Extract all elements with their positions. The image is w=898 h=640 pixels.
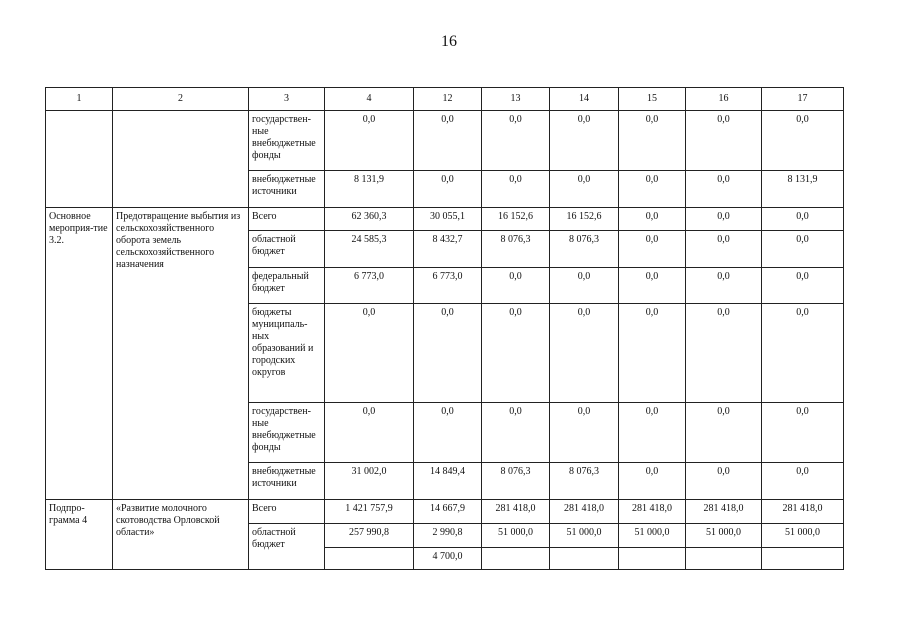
value-cell: 0,0 xyxy=(686,231,762,268)
value-cell: 62 360,3 xyxy=(325,208,414,231)
value-cell: 257 990,8 xyxy=(325,524,414,548)
value-cell: 31 002,0 xyxy=(325,463,414,500)
value-cell: 0,0 xyxy=(619,208,686,231)
value-cell: 16 152,6 xyxy=(482,208,550,231)
value-cell: 14 849,4 xyxy=(414,463,482,500)
value-cell: 281 418,0 xyxy=(762,500,844,524)
value-cell: 51 000,0 xyxy=(550,524,619,548)
table-row xyxy=(46,500,844,524)
value-cell: 0,0 xyxy=(325,403,414,463)
funding-source-cell: внебюджетные источники xyxy=(249,463,325,500)
value-cell xyxy=(325,548,414,570)
header-cell: 16 xyxy=(686,88,762,111)
value-cell: 51 000,0 xyxy=(482,524,550,548)
value-cell: 51 000,0 xyxy=(762,524,844,548)
value-cell: 1 421 757,9 xyxy=(325,500,414,524)
value-cell: 8 131,9 xyxy=(762,171,844,208)
header-cell: 13 xyxy=(482,88,550,111)
funding-source-cell: бюджеты муниципаль-ных образований и городских округов xyxy=(249,304,325,403)
value-cell: 0,0 xyxy=(686,208,762,231)
value-cell: 281 418,0 xyxy=(619,500,686,524)
value-cell: 0,0 xyxy=(482,304,550,403)
value-cell: 0,0 xyxy=(762,268,844,304)
funding-source-cell: Всего xyxy=(249,208,325,231)
value-cell: 0,0 xyxy=(550,268,619,304)
value-cell: 0,0 xyxy=(619,304,686,403)
value-cell: 8 076,3 xyxy=(482,463,550,500)
value-cell: 0,0 xyxy=(762,231,844,268)
value-cell: 0,0 xyxy=(762,111,844,171)
value-cell: 8 076,3 xyxy=(482,231,550,268)
value-cell: 8 131,9 xyxy=(325,171,414,208)
header-cell: 12 xyxy=(414,88,482,111)
activity-name-cell xyxy=(113,111,249,208)
funding-source-cell: областной бюджет xyxy=(249,231,325,268)
value-cell: 0,0 xyxy=(686,111,762,171)
value-cell: 0,0 xyxy=(686,268,762,304)
value-cell: 0,0 xyxy=(550,111,619,171)
table-row xyxy=(46,208,844,231)
value-cell: 0,0 xyxy=(619,403,686,463)
value-cell: 16 152,6 xyxy=(550,208,619,231)
header-cell: 4 xyxy=(325,88,414,111)
value-cell: 51 000,0 xyxy=(619,524,686,548)
value-cell: 0,0 xyxy=(686,403,762,463)
value-cell: 0,0 xyxy=(482,111,550,171)
activity-name-cell: «Развитие молочного скотоводства Орловской области» xyxy=(113,500,249,570)
value-cell: 0,0 xyxy=(550,403,619,463)
value-cell: 0,0 xyxy=(619,171,686,208)
value-cell: 0,0 xyxy=(686,304,762,403)
activity-number-cell: Основное мероприя-тие 3.2. xyxy=(46,208,113,500)
value-cell: 0,0 xyxy=(762,208,844,231)
value-cell: 30 055,1 xyxy=(414,208,482,231)
value-cell xyxy=(762,548,844,570)
value-cell: 0,0 xyxy=(482,403,550,463)
value-cell: 0,0 xyxy=(762,403,844,463)
value-cell: 0,0 xyxy=(550,171,619,208)
value-cell xyxy=(550,548,619,570)
value-cell: 0,0 xyxy=(619,111,686,171)
value-cell: 2 990,8 xyxy=(414,524,482,548)
funding-source-cell: федеральный бюджет xyxy=(249,268,325,304)
value-cell: 0,0 xyxy=(482,268,550,304)
activity-number-cell: Подпро-грамма 4 xyxy=(46,500,113,570)
value-cell: 0,0 xyxy=(619,463,686,500)
value-cell: 8 076,3 xyxy=(550,463,619,500)
value-cell xyxy=(686,548,762,570)
value-cell: 8 432,7 xyxy=(414,231,482,268)
header-cell: 1 xyxy=(46,88,113,111)
value-cell: 0,0 xyxy=(414,171,482,208)
header-cell: 14 xyxy=(550,88,619,111)
value-cell: 0,0 xyxy=(325,304,414,403)
funding-source-cell: государствен-ные внебюджетные фонды xyxy=(249,403,325,463)
value-cell: 0,0 xyxy=(686,171,762,208)
funding-source-cell: государствен-ные внебюджетные фонды xyxy=(249,111,325,171)
header-cell: 3 xyxy=(249,88,325,111)
value-cell: 281 418,0 xyxy=(482,500,550,524)
value-cell: 0,0 xyxy=(482,171,550,208)
header-cell: 2 xyxy=(113,88,249,111)
value-cell: 8 076,3 xyxy=(550,231,619,268)
funding-source-cell: Всего xyxy=(249,500,325,524)
value-cell: 281 418,0 xyxy=(550,500,619,524)
value-cell: 0,0 xyxy=(762,304,844,403)
value-cell: 0,0 xyxy=(762,463,844,500)
value-cell: 281 418,0 xyxy=(686,500,762,524)
value-cell: 0,0 xyxy=(325,111,414,171)
budget-table xyxy=(45,87,844,570)
value-cell: 0,0 xyxy=(550,304,619,403)
value-cell xyxy=(482,548,550,570)
value-cell: 0,0 xyxy=(619,268,686,304)
value-cell: 0,0 xyxy=(686,463,762,500)
header-cell: 17 xyxy=(762,88,844,111)
header-cell: 15 xyxy=(619,88,686,111)
table-row xyxy=(46,111,844,171)
activity-number-cell xyxy=(46,111,113,208)
value-cell: 0,0 xyxy=(414,403,482,463)
value-cell: 0,0 xyxy=(414,304,482,403)
value-cell xyxy=(619,548,686,570)
page-number: 16 xyxy=(441,33,457,50)
value-cell: 4 700,0 xyxy=(414,548,482,570)
value-cell: 51 000,0 xyxy=(686,524,762,548)
value-cell: 0,0 xyxy=(619,231,686,268)
value-cell: 6 773,0 xyxy=(325,268,414,304)
activity-name-cell: Предотвращение выбытия из сельскохозяйственного оборота земель сельскохозяйственного назначения xyxy=(113,208,249,500)
header-row xyxy=(46,88,844,111)
value-cell: 24 585,3 xyxy=(325,231,414,268)
value-cell: 6 773,0 xyxy=(414,268,482,304)
funding-source-cell: областной бюджет xyxy=(249,524,325,570)
value-cell: 0,0 xyxy=(414,111,482,171)
funding-source-cell: внебюджетные источники xyxy=(249,171,325,208)
value-cell: 14 667,9 xyxy=(414,500,482,524)
